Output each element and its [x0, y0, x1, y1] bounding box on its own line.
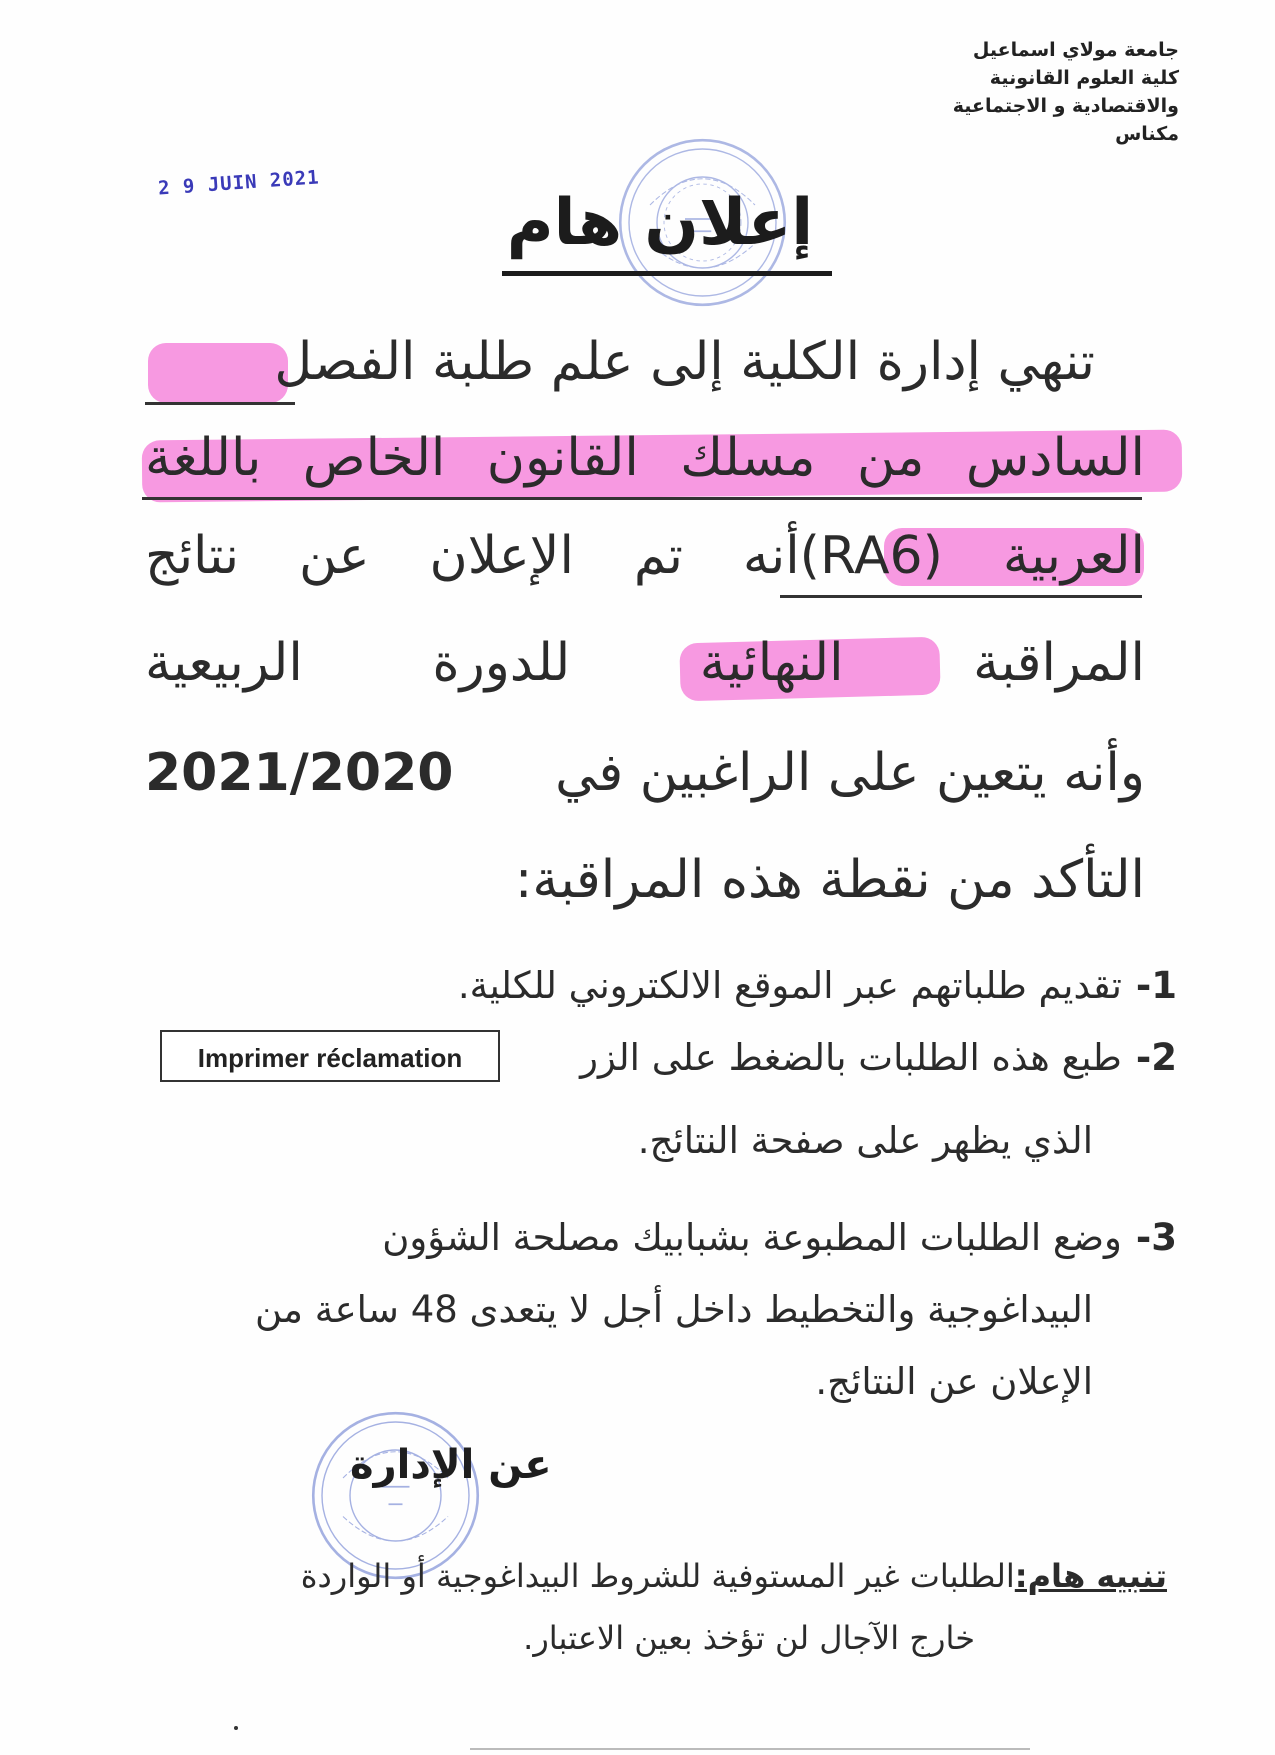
- university-name: جامعة مولاي اسماعيل: [972, 39, 1179, 61]
- body-line-2: السادس من مسلك القانون الخاص باللغة: [145, 428, 1145, 488]
- scan-edge: [470, 1748, 1030, 1750]
- body-line-6: التأكد من نقطة هذه المراقبة:: [514, 850, 1145, 910]
- step-number: 2-: [1135, 1036, 1177, 1079]
- step-3-cont-2: الإعلان عن النتائج.: [815, 1360, 1093, 1403]
- body-line-3: العربية (RA6)أنه تم الإعلان عن نتائج: [145, 526, 1145, 586]
- step-2-cont: الذي يظهر على صفحة النتائج.: [637, 1119, 1093, 1162]
- step-number: 1-: [1135, 964, 1177, 1007]
- faculty-name: كلية العلوم القانونية: [989, 67, 1179, 89]
- title-underline: [502, 271, 832, 276]
- important-note: [67, 1548, 1167, 1604]
- step-text: وضع الطلبات المطبوعة بشبابيك مصلحة الشؤون: [382, 1216, 1122, 1259]
- body-line-5: [145, 733, 1145, 813]
- step-text: تقديم طلباتهم عبر الموقع الالكتروني للكلية.: [457, 964, 1122, 1007]
- important-note-cont: خارج الآجال لن تؤخذ بعين الاعتبار.: [523, 1619, 975, 1657]
- city-name: مكناس: [1115, 123, 1179, 145]
- step-3: [382, 1210, 1177, 1266]
- date-stamp: 2 9 JUIN 2021: [157, 166, 321, 200]
- body-line-4: المراقبة النهائية للدورة الربيعية: [145, 633, 1145, 693]
- academic-year: 2021/2020: [145, 743, 454, 803]
- faculty-name-cont: والاقتصادية و الاجتماعية: [952, 95, 1179, 117]
- note-text: الطلبات غير المستوفية للشروط البيداغوجية أو الواردة: [300, 1557, 1015, 1595]
- step-number: 3-: [1135, 1216, 1177, 1259]
- step-1: [458, 958, 1177, 1014]
- step-text: طبع هذه الطلبات بالضغط على الزر: [580, 1036, 1122, 1079]
- imprimer-reclamation-button: Imprimer réclamation: [160, 1030, 500, 1082]
- institution-header: [879, 36, 1179, 148]
- step-2: [580, 1030, 1177, 1086]
- note-label: تنبيه هام:: [1014, 1557, 1167, 1595]
- page-title: إعلان هام: [506, 186, 814, 260]
- scan-speck: [234, 1726, 238, 1730]
- body-line-5-text: وأنه يتعين على الراغبين في: [555, 743, 1145, 803]
- signature-line: عن الإدارة: [350, 1442, 552, 1488]
- underline-mark: [145, 402, 295, 405]
- step-3-cont: البيداغوجية والتخطيط داخل أجل لا يتعدى 48 ساعة من: [254, 1288, 1093, 1331]
- body-line-1: تنهي إدارة الكلية إلى علم طلبة الفصل: [274, 332, 1095, 392]
